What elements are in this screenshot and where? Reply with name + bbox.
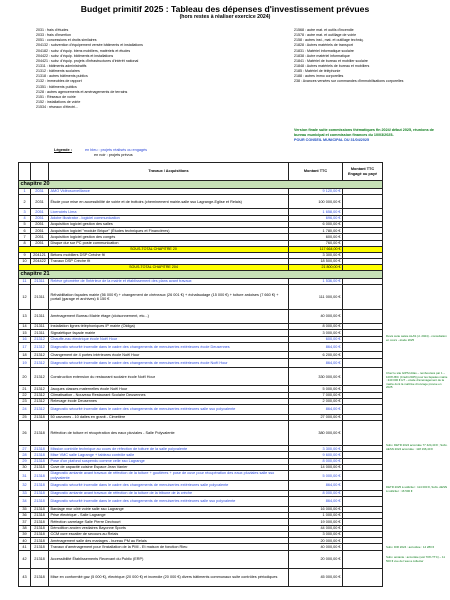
version-note-text: Version finale suite commissions thématiques fin 2024/ début 2025, réunions de bureau municipal et commission finances du 10/03/2025- [294, 128, 434, 137]
amount-engaged [343, 358, 383, 368]
account-code-item: 2031 : frais d'études [36, 28, 69, 32]
row-number: 12 [19, 284, 31, 309]
account-code: 21312 [31, 352, 49, 358]
amount-engaged [343, 405, 383, 415]
work-description: Aménagement salle des mariages - bureau PM au Relais [49, 538, 289, 544]
account-code-item: 204132 : subvention d'équipement versée bâtiments et installations [36, 43, 143, 48]
header-engaged: Montant TTC Engagé ou payé [343, 163, 383, 181]
amount-ttc: 3 300,00 € [289, 446, 343, 452]
table-row [19, 568, 383, 586]
work-description: Diagnostic amiante avant travaux de réfection de la toiture + goutières + pose de cuve pour récupération des eaux pluviales salle sso polyvalente [49, 471, 289, 481]
amount-engaged [343, 195, 383, 209]
account-code: 2051 [31, 228, 49, 234]
account-code-item: 21312 : bâtiments scolaires [36, 69, 80, 74]
row-number: 11 [19, 278, 31, 284]
account-code-item: 21828 : Autres matériels de transport [294, 43, 353, 48]
work-description: Chauffe-eau électrique école Noël Hour [49, 336, 289, 342]
table-row [19, 421, 383, 446]
amount-ttc: 40 000,00 € [289, 544, 343, 550]
amount-ttc: 5 000,00 € [289, 471, 343, 481]
account-code: 21318 [31, 538, 49, 544]
legend [54, 148, 147, 158]
row-number: 31 [19, 471, 31, 481]
row-number: 27 [19, 446, 31, 452]
side-note-5: Subv. DIR 2024 : accordée : 14 280 € [386, 545, 435, 549]
amount-engaged [343, 497, 383, 507]
amount-engaged [343, 568, 383, 586]
amount-engaged [343, 421, 383, 446]
account-code-item: 2033 : frais d'insertion [36, 33, 72, 38]
subtotal-label: SOUS-TOTAL CHAPITRE 20 [19, 247, 289, 253]
account-code: 21318 [31, 471, 49, 481]
table-row [19, 342, 383, 352]
account-code-item: 2128 : autres agencements et aménagements de terrains [36, 89, 128, 94]
table-row [19, 497, 383, 507]
header-num [19, 163, 31, 181]
account-code: 21318 [31, 414, 49, 420]
table-row [19, 481, 383, 491]
work-description: Travaux d'aménagement pour l'installation de la PMI - Et maison de fonction Rieu [49, 544, 289, 550]
account-code: 21312 [31, 398, 49, 404]
work-description: Acquisition logiciel gestion des congés [49, 234, 289, 240]
account-code: 21311 [31, 309, 49, 323]
work-description: Installation lignes téléphoniques IP mairie (Oldiga) [49, 323, 289, 329]
amount-engaged [343, 550, 383, 568]
account-code: 21318 [31, 481, 49, 491]
legend-label: Légende : [54, 148, 72, 152]
work-description: Aménagement Bureau Mairie étage (cloisonnement, etc...) [49, 309, 289, 323]
account-code: 21311 [31, 323, 49, 329]
row-number: 10 [19, 258, 31, 264]
row-number: 19 [19, 358, 31, 368]
work-description: Pose d'un plafond suspendu comme celle sso Lagrange [49, 458, 289, 464]
work-description: Réfection carrelage Salle Pierre Dechourt [49, 519, 289, 525]
row-number: 30 [19, 465, 31, 471]
row-number: 6 [19, 228, 31, 234]
row-number: 14 [19, 323, 31, 329]
row-number: 2 [19, 195, 31, 209]
table-row [19, 550, 383, 568]
account-code: 2051 [31, 209, 49, 215]
amount-ttc: 600,00 € [289, 234, 343, 240]
amount-ttc: 100 000,00 € [289, 195, 343, 209]
account-code: 21318 [31, 490, 49, 496]
account-code-item: 204421 : subv. d'équip. projets d'infrastructures d'intérêt national [36, 58, 139, 63]
row-number: 17 [19, 342, 31, 352]
row-number: 21 [19, 386, 31, 392]
amount-ttc: 6 200,00 € [289, 352, 343, 358]
work-description: Accessibilité Établissements Recevant du Public (ERP) [49, 550, 289, 568]
account-code: 21318 [31, 506, 49, 512]
account-code: 2051 [31, 221, 49, 227]
work-description: Réhabilitation façades mairie (56 000 €) + changement de chéneaux (26 001 €) + échafaudage (15 000 €) + toiture ardoises (7 660 €) + portail (garage et archives) 6 150 € [49, 284, 289, 309]
amount-ttc: 1 658,00 € [289, 209, 343, 215]
account-code: 21318 [31, 550, 49, 568]
row-number: 18 [19, 352, 31, 358]
account-code-item: 2185 : Matériel de téléphonie [294, 69, 341, 74]
account-code-item: 21841 : Matériel de bureau et mobilier scolaire [294, 58, 368, 63]
table-row [19, 309, 383, 323]
account-code: 21318 [31, 446, 49, 452]
work-description: Acquisition logiciel gestion des salles [49, 221, 289, 227]
work-description: 50 cavurnes - 10 dalles en granit - Cimetière [49, 414, 289, 420]
account-code-item: 204182 : subv. d'équip. biens mobiliers, matériels et études [36, 48, 131, 53]
work-description: Mission contrôle technique au cours de réfection de toiture de la salle polyvalente [49, 446, 289, 452]
row-number: 1 [19, 189, 31, 195]
work-description: Travaux DSP Crèche fit [49, 258, 289, 264]
amount-ttc: 6 000,00 € [289, 221, 343, 227]
amount-engaged [343, 368, 383, 386]
amount-ttc: 3 300,00 € [289, 252, 343, 258]
work-description: AMO Vidéosurveillance [49, 189, 289, 195]
account-code: 21318 [31, 512, 49, 518]
amount-ttc: 9 600,00 € [289, 452, 343, 458]
table-row [19, 195, 383, 209]
amount-ttc: 44 000,00 € [289, 525, 343, 531]
row-number: 29 [19, 458, 31, 464]
chapter-row [19, 270, 383, 278]
account-code: 21311 [31, 330, 49, 336]
subtotal-label: SOUS-TOTAL CHAPITRE 204 [19, 265, 289, 271]
row-number: 43 [19, 568, 31, 586]
row-number: 3 [19, 209, 31, 215]
amount-ttc: 696,00 € [289, 215, 343, 221]
amount-ttc: 8 000,00 € [289, 323, 343, 329]
amount-ttc: 16 000,00 € [289, 506, 343, 512]
work-description: Prise électrique - Salle Lagrange [49, 512, 289, 518]
work-description: Changement de 4 portes intérieures école Noël Hour [49, 352, 289, 358]
work-description: Disque dur sur PC poste communication [49, 240, 289, 246]
account-code: 2051 [31, 215, 49, 221]
work-description: Construction extension du restaurant scolaire école Noël Hour [49, 368, 289, 386]
row-number: 23 [19, 398, 31, 404]
account-code: 21318 [31, 568, 49, 586]
row-number: 25 [19, 414, 31, 420]
work-description: Mise VMC salle Lagrange + tableau contrôle salle [49, 452, 289, 458]
account-code: 21311 [31, 278, 49, 284]
side-note-3: Subv. DETR 2024 accordée 77 424,40 € ; Subv. AESN 2024 accordée : 118 196,40 € [386, 443, 448, 451]
chapter-label: chapitre 20 [19, 181, 383, 189]
row-number: 39 [19, 531, 31, 537]
account-code: 21312 [31, 342, 49, 352]
council-note: POUR CONSEIL MUNICIPAL DU 31/04/2025 [294, 137, 369, 142]
page-subtitle: (hors restes à réaliser exercice 2024) [179, 14, 271, 20]
work-description: Diagnostic sécurité incendie dans le cadre des changements de menuiseries extérieures école Deusennes [49, 342, 289, 352]
row-number: 41 [19, 544, 31, 550]
account-code: 21312 [31, 392, 49, 398]
account-code-item: 21848 : Autres matériels de bureau et mobiliers [294, 63, 370, 68]
account-code: 21318 [31, 452, 49, 458]
account-code: 21318 [31, 531, 49, 537]
amount-ttc: 864,00 € [289, 405, 343, 415]
account-code: 21312 [31, 358, 49, 368]
table-row [19, 368, 383, 386]
version-note [294, 128, 436, 142]
account-code-item: 21838 : Autre matériel informatique [294, 53, 350, 58]
amount-ttc: 864,00 € [289, 481, 343, 491]
row-number: 22 [19, 392, 31, 398]
account-code: 2051 [31, 234, 49, 240]
account-code: 21318 [31, 465, 49, 471]
subtotal-value: 117 664,00 € [289, 247, 343, 253]
amount-ttc: 330 000,00 € [289, 368, 343, 386]
work-description: Bardage mur côté voirie salle sso Lagrange [49, 506, 289, 512]
account-codes-left [36, 28, 143, 110]
account-code: 21318 [31, 497, 49, 507]
row-number: 34 [19, 497, 31, 507]
amount-ttc: 7 000,00 € [289, 392, 343, 398]
subtotal-value: 21 800,00 € [289, 265, 343, 271]
amount-ttc: 864,00 € [289, 497, 343, 507]
amount-ttc: 5 000,00 € [289, 386, 343, 392]
side-note-2: Chez le site GIPSI Atlas – remboursés par 1 – 100% BIC (Crédit 2025) pour les façades mairie : 240 000 € HT – étude d'aménagement de la mairie dont la maîtrise d'ouvrage prévue en 2025 [386, 371, 448, 390]
account-code-item: 2158 : autres inst., mat. et outillage techniq. [294, 38, 364, 43]
account-code-item: 2151 : Réseaux de voirie [36, 94, 76, 99]
account-code-item: 21534 : réseaux d'électri... [36, 105, 79, 110]
side-note-1: Devis suite saisie ALAS (d. 2024) - consultation en cours - étude 2025 [386, 334, 447, 342]
amount-ttc: 8 000,00 € [289, 458, 343, 464]
chapter-row [19, 181, 383, 189]
amount-ttc: 1 536,00 € [289, 278, 343, 284]
amount-ttc: 18 500,00 € [289, 258, 343, 264]
account-code-item: 21311 : bâtiments administratifs [36, 63, 87, 68]
row-number: 35 [19, 506, 31, 512]
work-description: Mise en conformité gaz (5 000 €), électrique (20 000 €) et incendie (20 000 €) divers bâtiments communaux suite contrôles périodiques [49, 568, 289, 586]
account-code-item: 2051 : concessions et droits similaires [36, 38, 97, 43]
amount-ttc: 8 000,00 € [289, 490, 343, 496]
account-code: 21312 [31, 405, 49, 415]
row-number: 16 [19, 336, 31, 342]
work-description: Licenciels Lima [49, 209, 289, 215]
header-amount: Montant TTC [289, 163, 343, 181]
work-description: Diagnostic sécurité incendie dans le cadre des changements de menuiseries extérieures salle sso polyvalente [49, 497, 289, 507]
account-code: 21318 [31, 421, 49, 446]
account-code: 21318 [31, 544, 49, 550]
account-code-item: 21568 : autre mat. et outils d'incendie [294, 28, 354, 32]
amount-ttc: 20 000,00 € [289, 538, 343, 544]
account-code-item: 21578 : autre mat. et outillage de voirie [294, 33, 357, 38]
side-note-4: DETR 2025 à solliciter : 114 000 €, Subv. AESN à solliciter : 16 500 € [386, 485, 448, 493]
work-description: Acquisition logiciel "module Brique" (Études techniques et Financières) [49, 228, 289, 234]
work-description: Relève géomètre de l'intérieur de la mairie et établissement des plans avant travaux [49, 278, 289, 284]
row-number: 36 [19, 512, 31, 518]
account-codes-right [294, 28, 403, 85]
amount-ttc: 111 000,00 € [289, 284, 343, 309]
row-number: 9 [19, 252, 31, 258]
amount-engaged [343, 309, 383, 323]
row-number: 7 [19, 234, 31, 240]
work-description: CCM cure escalier de secours au Relais [49, 531, 289, 537]
amount-ttc: 760,00 € [289, 240, 343, 246]
account-code: 2031 [31, 195, 49, 209]
account-code: 2031 [31, 189, 49, 195]
account-code: 21312 [31, 386, 49, 392]
account-code-item: 204422 : subv. d'équip. bâtiments et installations [36, 53, 114, 58]
row-number: 8 [19, 240, 31, 246]
row-number: 26 [19, 421, 31, 446]
work-description: Réfection de toiture et récupération des eaux pluviales - Salle Polyvalente [49, 421, 289, 446]
work-description: Démolition ancien vestiaires Bayonne Sports [49, 525, 289, 531]
amount-ttc: 45 000,00 € [289, 568, 343, 586]
work-description: Jacques classes maternelles école Noël Hour [49, 386, 289, 392]
work-description: Signalétique façade mairie [49, 330, 289, 336]
row-number: 33 [19, 490, 31, 496]
amount-engaged [343, 471, 383, 481]
account-code-item: 238 : Avances versées sur commandes d'immobilisations corporelles [294, 79, 404, 84]
row-number: 40 [19, 538, 31, 544]
account-code-item: 2132 : immeubles de rapport [36, 79, 82, 84]
amount-ttc: 20 000,00 € [289, 550, 343, 568]
account-code: 21312 [31, 368, 49, 386]
work-description: Diagnostic sécurité incendie dans le cadre des changements de menuiseries extérieures salle polyvalente [49, 481, 289, 491]
row-number: 4 [19, 215, 31, 221]
amount-engaged [343, 342, 383, 352]
account-code: 21318 [31, 458, 49, 464]
amount-ttc: 3 000,00 € [289, 531, 343, 537]
work-description: Diagnostic sécurité incendie dans le cadre des changements de menuiseries extérieures école Noël Hour [49, 358, 289, 368]
account-code: 21311 [31, 284, 49, 309]
row-number: 28 [19, 452, 31, 458]
amount-ttc: 600,00 € [289, 336, 343, 342]
account-code: 21318 [31, 519, 49, 525]
work-description: Bétons mobiliers DSP Crèche fit [49, 252, 289, 258]
header-works: Travaux / Acquisitions [49, 163, 289, 181]
amount-ttc: 864,00 € [289, 342, 343, 352]
table-row [19, 284, 383, 309]
table-row [19, 358, 383, 368]
account-code-item: 21351 : bâtiments publics [36, 84, 77, 89]
account-code: 204422 [31, 258, 49, 264]
row-number: 13 [19, 309, 31, 323]
amount-ttc: 27 000,00 € [289, 414, 343, 420]
amount-ttc: 1 000,00 € [289, 512, 343, 518]
legend-black: en noir : projets prévus [94, 153, 133, 157]
budget-table [18, 162, 383, 587]
table-row [19, 471, 383, 481]
row-number: 37 [19, 519, 31, 525]
account-code-item: 21831 : Matériel informatique scolaire [294, 48, 354, 53]
work-description: Climatisation - Nouveau Restaurant Scolaire Deusennes [49, 392, 289, 398]
row-number: 20 [19, 368, 31, 386]
page-title: Budget primitif 2025 : Tableau des dépenses d'investissement prévues [80, 4, 370, 14]
work-description: Étude pour mise en accessibilité de voirie et de trottoirs (cheminement mairie-salle sso Lagrange-Eglise et Relais) [49, 195, 289, 209]
amount-engaged [343, 284, 383, 309]
account-code-item: 2188 : autres immo corporelles [294, 74, 344, 79]
account-code: 2051 [31, 240, 49, 246]
table-row [19, 405, 383, 415]
amount-ttc: 380 000,00 € [289, 421, 343, 446]
amount-ttc: 3 000,00 € [289, 330, 343, 336]
chapter-label: chapitre 21 [19, 270, 383, 278]
account-code: 21312 [31, 336, 49, 342]
amount-ttc: 864,00 € [289, 358, 343, 368]
account-code: 21318 [31, 525, 49, 531]
work-description: Diagnostic amiante avant travaux de réfection de la toiture de la tribune de la crèche [49, 490, 289, 496]
amount-ttc: 40 000,00 € [289, 309, 343, 323]
work-description: Relevage école Deusennes [49, 398, 289, 404]
legend-blue: en bleu : projets réalisés ou engagés [85, 148, 148, 152]
row-number: 38 [19, 525, 31, 531]
amount-ttc: 2 000,00 € [289, 398, 343, 404]
table-header-row [19, 163, 383, 181]
work-description: Cuve de capacité cuisine Espace Jean Vanier [49, 465, 289, 471]
amount-ttc: 9 120,00 € [289, 189, 343, 195]
account-code: 204121 [31, 252, 49, 258]
work-description: Diagnostic sécurité incendie dans le cadre des changements de menuiseries extérieures salle sso polyvalente [49, 405, 289, 415]
side-note-6: Subv. amiante : accordée (soit 70% TTC) – 11 500 € vue de l'eau a collecter [386, 555, 445, 563]
amount-ttc: 14 000,00 € [289, 465, 343, 471]
amount-ttc: 19 000,00 € [289, 519, 343, 525]
header-code [31, 163, 49, 181]
row-number: 24 [19, 405, 31, 415]
amount-ttc: 1 780,00 € [289, 228, 343, 234]
amount-engaged [343, 481, 383, 491]
account-code-item: 21318 : autres bâtiments publics [36, 74, 88, 79]
row-number: 15 [19, 330, 31, 336]
work-description: Adobe Illustrator - logiciel communication [49, 215, 289, 221]
account-code-item: 2152 : installations de voirie [36, 99, 81, 104]
row-number: 32 [19, 481, 31, 491]
row-number: 42 [19, 550, 31, 568]
row-number: 5 [19, 221, 31, 227]
